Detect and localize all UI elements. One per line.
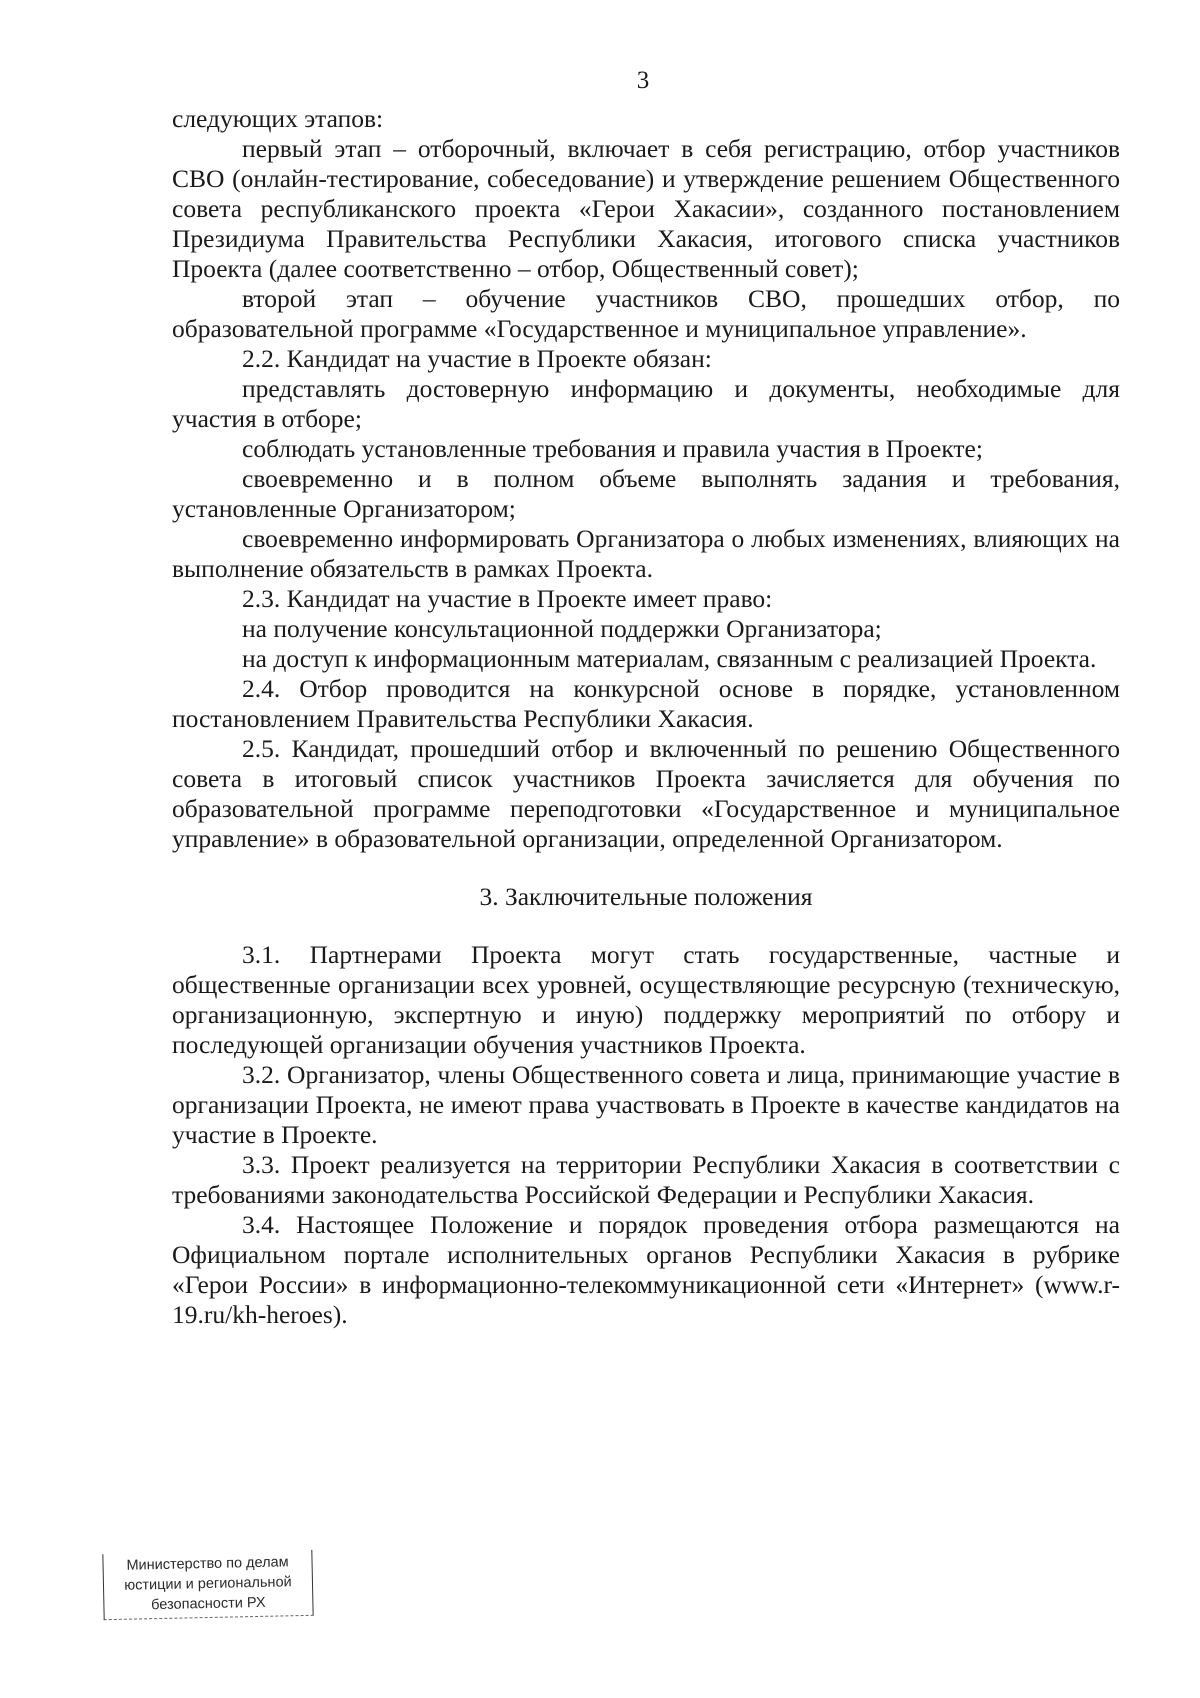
paragraph: 3.3. Проект реализуется на территории Республики Хакасия в соответствии с требованиями законодательства Российской Федерации и Республики Хакасия.: [172, 1150, 1120, 1209]
paragraph: 2.2. Кандидат на участие в Проекте обязан:: [242, 344, 712, 373]
page-number: 3: [636, 67, 650, 94]
paragraph: представлять достоверную информацию и документы, необходимые для участия в отборе;: [172, 374, 1120, 433]
document-body: [172, 104, 1120, 1330]
paragraph: соблюдать установленные требования и правила участия в Проекте;: [242, 434, 983, 463]
paragraph: 2.3. Кандидат на участие в Проекте имеет право:: [242, 584, 773, 613]
section-2-continued: [172, 104, 1120, 854]
paragraph: первый этап – отборочный, включает в себя регистрацию, отбор участников СВО (онлайн-тестирование, собеседование) и утверждение решением Общественного совета республиканского проекта «Герои Хакасии», созданного постановлением Президиума Правительства Республики Хакасия, итогового списка участников Проекта (далее соответственно – отбор, Общественный совет);: [172, 134, 1120, 283]
paragraph: на получение консультационной поддержки Организатора;: [242, 614, 882, 643]
paragraph: 3.4. Настоящее Положение и порядок проведения отбора размещаются на Официальном портале исполнительных органов Республики Хакасия в рубрике «Герои России» в информационно-телекоммуникационной сети «Интернет» (www.r-19.ru/kh-heroes).: [172, 1210, 1120, 1329]
paragraph: 3.2. Организатор, члены Общественного совета и лица, принимающие участие в организации Проекта, не имеют права участвовать в Проекте в качестве кандидатов на участие в Проекте.: [172, 1060, 1120, 1149]
paragraph: 3.1. Партнерами Проекта могут стать государственные, частные и общественные организации всех уровней, осуществляющие ресурсную (техническую, организационную, экспертную и иную) поддержку мероприятий по отбору и последующей организации обучения участников Проекта.: [172, 940, 1120, 1059]
ministry-stamp: [102, 1550, 313, 1620]
paragraph: следующих этапов:: [172, 104, 384, 133]
stamp-line: безопасности РХ: [151, 1594, 266, 1614]
stamp-line: юстиции и региональной: [124, 1574, 292, 1594]
section-3: [172, 940, 1120, 1330]
paragraph: на доступ к информационным материалам, связанным с реализацией Проекта.: [242, 644, 1097, 673]
paragraph: 2.5. Кандидат, прошедший отбор и включенный по решению Общественного совета в итоговый список участников Проекта зачисляется для обучения по образовательной программе переподготовки «Государственное и муниципальное управление» в образовательной организации, определенной Организатором.: [172, 734, 1120, 853]
paragraph: второй этап – обучение участников СВО, прошедших отбор, по образовательной программе «Государственное и муниципальное управление».: [172, 284, 1120, 343]
paragraph: своевременно и в полном объеме выполнять задания и требования, установленные Организатором;: [172, 464, 1120, 523]
stamp-line: Министерство по делам: [126, 1554, 289, 1574]
paragraph: своевременно информировать Организатора о любых изменениях, влияющих на выполнение обязательств в рамках Проекта.: [172, 524, 1120, 583]
section-title: 3. Заключительные положения: [479, 882, 813, 911]
paragraph: 2.4. Отбор проводится на конкурсной основе в порядке, установленном постановлением Правительства Республики Хакасия.: [172, 674, 1120, 733]
